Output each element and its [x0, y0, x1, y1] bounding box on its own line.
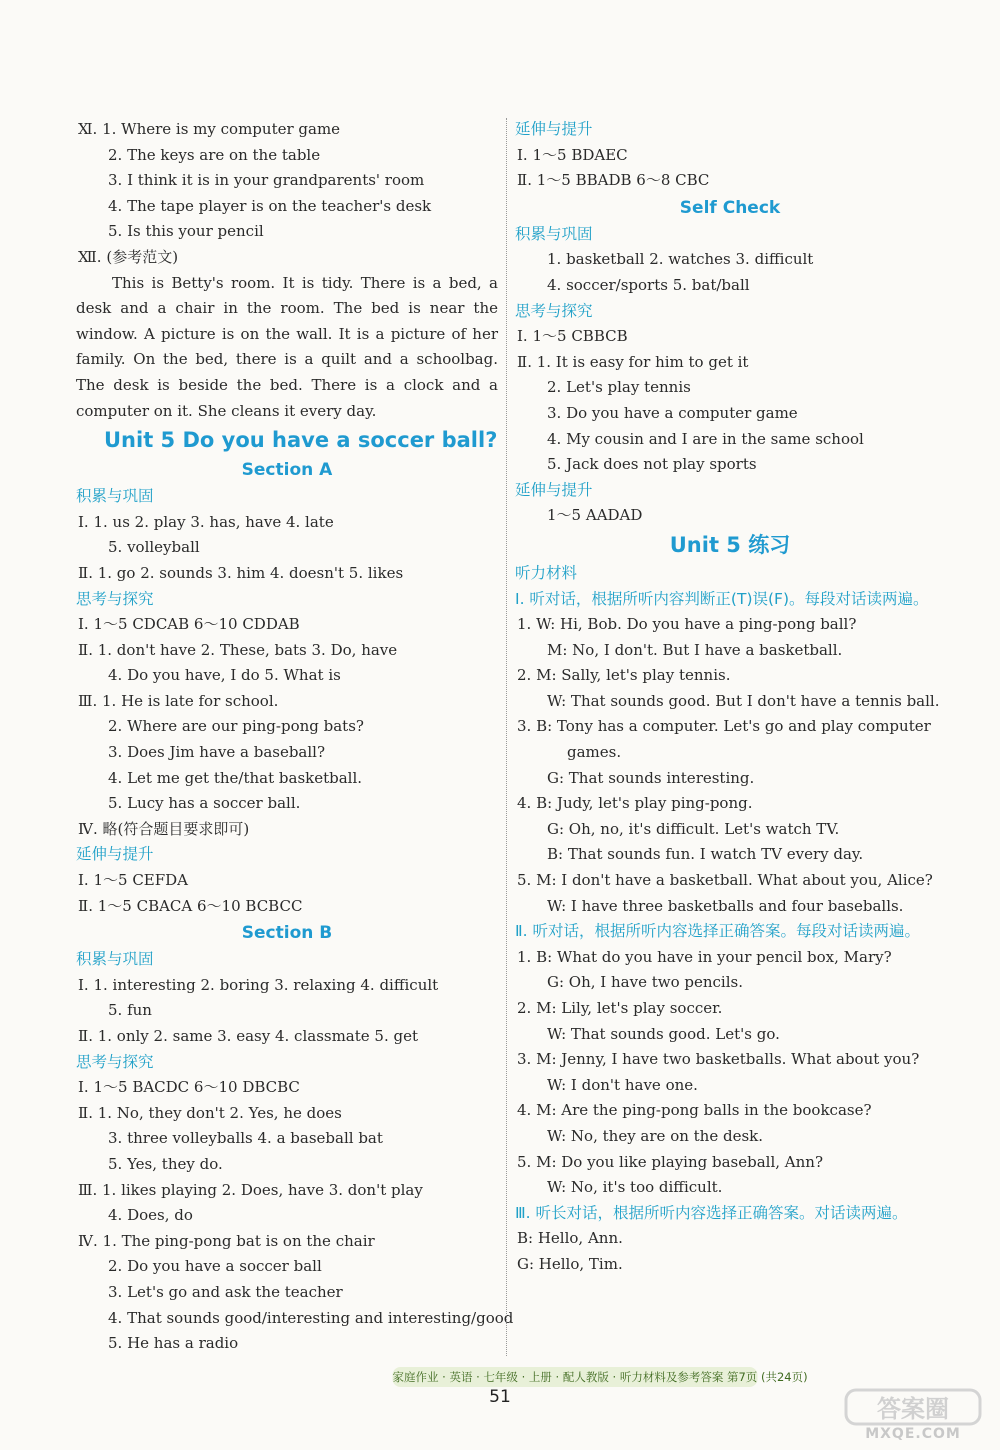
- answer-line: Ⅳ. 1. The ping-pong bat is on the chair: [78, 1231, 375, 1250]
- answer-line: Ⅰ. 1～5 CEFDA: [78, 871, 189, 890]
- answer-line: 2. Let's play tennis: [547, 378, 691, 397]
- answer-line: 4. soccer/sports 5. bat/ball: [547, 275, 750, 294]
- answer-line: 3. Do you have a computer game: [547, 403, 798, 422]
- answer-line: 3. Does Jim have a baseball?: [108, 743, 326, 762]
- answer-line: 5. Yes, they do.: [108, 1154, 223, 1173]
- answer-line: 5. M: Do you like playing baseball, Ann?: [517, 1152, 823, 1171]
- section-title: Self Check: [679, 197, 781, 218]
- listening-instruction: Ⅱ. 听对话，根据所听内容选择正确答案。每段对话读两遍。: [515, 922, 920, 941]
- answer-line: 4. The tape player is on the teacher's desk: [108, 196, 432, 215]
- answer-line: 5. Lucy has a soccer ball.: [108, 794, 301, 813]
- answer-line: 4. Do you have, I do 5. What is: [108, 666, 341, 685]
- answer-line: Ⅰ. 1～5 BACDC 6～10 DBCBC: [78, 1078, 300, 1097]
- right-column: [515, 117, 945, 1278]
- answer-line: Ⅲ. 1. He is late for school.: [78, 691, 279, 710]
- footer-bar: 家庭作业 · 英语 · 七年级 · 上册 · 配人教版 · 听力材料及参考答案 第7页 (共24页): [393, 1367, 758, 1387]
- answer-line: 4. My cousin and I are in the same school: [547, 429, 864, 448]
- answer-line: Ⅱ. 1～5 BBADB 6～8 CBC: [517, 171, 710, 190]
- watermark-logo: [838, 1388, 988, 1443]
- answer-line: 1～5 AADAD: [547, 506, 643, 525]
- subsection-heading: 听力材料: [515, 563, 578, 582]
- answer-line: 4. That sounds good/interesting and interesting/good: [108, 1308, 514, 1327]
- subsection-heading: 思考与探究: [515, 301, 593, 320]
- answer-line: Ⅱ. 1. go 2. sounds 3. him 4. doesn't 5. likes: [78, 563, 404, 582]
- answer-line: 5. volleyball: [108, 538, 200, 557]
- answer-line: Ⅰ. 1. interesting 2. boring 3. relaxing 4. difficult: [78, 975, 439, 994]
- answer-line: 4. M: Are the ping-pong balls in the bookcase?: [517, 1101, 872, 1120]
- answer-line: B: That sounds fun. I watch TV every day.: [547, 845, 864, 864]
- answer-line: 1. B: What do you have in your pencil box, Mary?: [517, 947, 892, 966]
- answer-line: 2. The keys are on the table: [108, 145, 321, 164]
- watermark-site: MXQE.COM: [865, 1426, 961, 1442]
- answer-line: Ⅱ. 1. No, they don't 2. Yes, he does: [78, 1103, 342, 1122]
- listening-instruction: Ⅰ. 听对话，根据所听内容判断正(T)误(F)。每段对话读两遍。: [515, 589, 929, 608]
- answer-line: 4. Let me get the/that basketball.: [108, 768, 363, 787]
- answer-line: Ⅱ. 1～5 CBACA 6～10 BCBCC: [78, 896, 303, 915]
- answer-line: G: That sounds interesting.: [547, 768, 755, 787]
- answer-line: 4. Does, do: [108, 1206, 193, 1225]
- subsection-heading: 延伸与提升: [515, 120, 593, 138]
- unit-title: Unit 5 练习: [669, 532, 791, 557]
- answer-line: W: That sounds good. Let's go.: [547, 1024, 780, 1043]
- answer-line: Ⅱ. 1. don't have 2. These, bats 3. Do, have: [78, 640, 398, 659]
- page-number: 51: [489, 1387, 511, 1407]
- answer-line: Ⅰ. 1～5 CDCAB 6～10 CDDAB: [78, 615, 300, 634]
- answer-line: 5. fun: [108, 1001, 152, 1020]
- answer-line: games.: [567, 743, 622, 762]
- answer-line: G: Oh, no, it's difficult. Let's watch TV.: [547, 819, 840, 838]
- answer-line: 4. B: Judy, let's play ping-pong.: [517, 794, 753, 813]
- answer-line: 1. basketball 2. watches 3. difficult: [547, 250, 814, 269]
- answer-line: 3. I think it is in your grandparents' room: [108, 171, 425, 190]
- answer-line: W: I don't have one.: [547, 1075, 698, 1094]
- answer-line: Ⅳ. 略(符合题目要求即可): [78, 819, 250, 838]
- answer-line: Ⅱ. 1. It is easy for him to get it: [517, 352, 749, 371]
- answer-line: B: Hello, Ann.: [517, 1229, 623, 1248]
- subsection-heading: 思考与探究: [76, 589, 154, 608]
- section-title: Section A: [241, 460, 333, 481]
- watermark-seal-icon: [838, 1388, 988, 1428]
- answer-line: 3. Let's go and ask the teacher: [108, 1282, 343, 1301]
- answer-line: 5. Is this your pencil: [108, 222, 264, 241]
- subsection-heading: 延伸与提升: [515, 480, 593, 499]
- answer-line: 2. M: Lily, let's play soccer.: [517, 999, 723, 1017]
- subsection-heading: 延伸与提升: [76, 845, 154, 864]
- subsection-heading: 积累与巩固: [76, 487, 154, 506]
- model-essay: This is Betty's room. It is tidy. There is a bed, a desk and a chair in the room. The bed is near the window. A picture is on the wall. It is a picture of her family. On the bed, there is a quilt and a schoolbag. The desk is beside the bed. There is a clock and a computer on it. She cleans it every day.: [76, 273, 498, 420]
- answer-line: Ⅰ. 1～5 BDAEC: [517, 145, 628, 164]
- answer-line: Ⅰ. 1. us 2. play 3. has, have 4. late: [78, 512, 334, 531]
- answer-line: W: That sounds good. But I don't have a tennis ball.: [547, 691, 940, 710]
- answer-line: Ⅱ. 1. only 2. same 3. easy 4. classmate 5. get: [78, 1027, 419, 1045]
- answer-line: 2. Do you have a soccer ball: [108, 1257, 322, 1276]
- answer-line: W: No, it's too difficult.: [547, 1178, 723, 1197]
- answer-line: 1. W: Hi, Bob. Do you have a ping-pong ball?: [517, 615, 857, 634]
- answer-line: Ⅲ. 1. likes playing 2. Does, have 3. don't play: [78, 1180, 423, 1199]
- answer-line: W: I have three basketballs and four baseballs.: [547, 896, 904, 915]
- answer-line: Ⅰ. 1～5 CBBCB: [517, 327, 628, 346]
- answer-line: W: No, they are on the desk.: [547, 1126, 764, 1145]
- subsection-heading: 积累与巩固: [515, 224, 593, 243]
- answer-line: Ⅺ. 1. Where is my computer game: [78, 120, 341, 138]
- answer-line: 3. B: Tony has a computer. Let's go and play computer: [517, 717, 931, 736]
- answer-line: G: Oh, I have two pencils.: [547, 973, 743, 992]
- subsection-heading: 积累与巩固: [76, 950, 154, 969]
- section-title: Section B: [241, 923, 333, 944]
- column-divider: [506, 118, 507, 1356]
- answer-line: Ⅻ. (参考范文): [78, 247, 179, 266]
- listening-instruction: Ⅲ. 听长对话，根据所听内容选择正确答案。对话读两遍。: [515, 1203, 908, 1222]
- watermark-mark: 答案圈: [877, 1395, 949, 1423]
- answer-line: G: Hello, Tim.: [517, 1254, 623, 1273]
- subsection-heading: 思考与探究: [76, 1052, 154, 1071]
- left-column: [76, 117, 514, 1357]
- answer-line: 2. Where are our ping-pong bats?: [108, 717, 364, 736]
- unit-title: Unit 5 Do you have a soccer ball?: [104, 428, 498, 453]
- answer-line: 3. M: Jenny, I have two basketballs. What about you?: [517, 1050, 920, 1069]
- answer-line: 5. He has a radio: [108, 1334, 239, 1353]
- answer-line: 5. Jack does not play sports: [547, 455, 757, 474]
- answer-line: M: No, I don't. But I have a basketball.: [547, 640, 843, 659]
- answer-line: 3. three volleyballs 4. a baseball bat: [108, 1129, 383, 1148]
- answer-line: 5. M: I don't have a basketball. What about you, Alice?: [517, 871, 933, 890]
- answer-line: 2. M: Sally, let's play tennis.: [517, 666, 731, 685]
